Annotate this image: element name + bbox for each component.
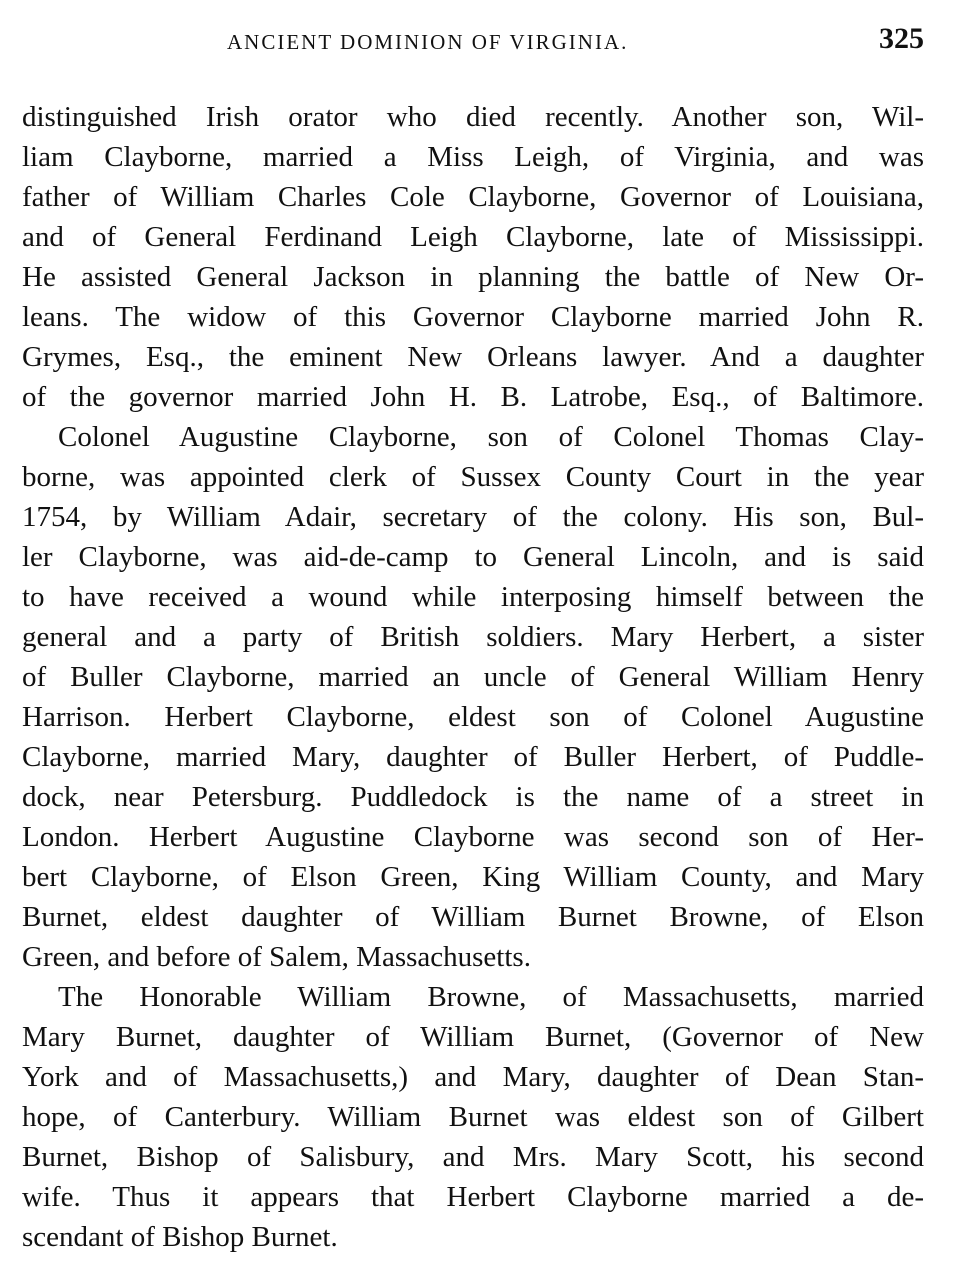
running-head (22, 22, 924, 62)
text-line: He assisted General Jackson in planning the battle of New Or- (22, 261, 924, 293)
paragraph (22, 417, 924, 977)
text-line: York and of Massachusetts,) and Mary, daughter of Dean Stan- (22, 1061, 924, 1093)
text-line: father of William Charles Cole Clayborne, Governor of Louisiana, (22, 181, 924, 213)
text-line: borne, was appointed clerk of Sussex County Court in the year (22, 461, 924, 493)
text-line: Harrison. Herbert Clayborne, eldest son of Colonel Augustine (22, 701, 924, 733)
text-line: 1754, by William Adair, secretary of the colony. His son, Bul- (22, 501, 924, 533)
text-line: distinguished Irish orator who died recently. Another son, Wil- (22, 101, 924, 133)
text-line: Burnet, Bishop of Salisbury, and Mrs. Mary Scott, his second (22, 1141, 924, 1173)
text-line: bert Clayborne, of Elson Green, King William County, and Mary (22, 861, 924, 893)
text-line: liam Clayborne, married a Miss Leigh, of Virginia, and was (22, 141, 924, 173)
text-line: dock, near Petersburg. Puddledock is the name of a street in (22, 781, 924, 813)
text-line: wife. Thus it appears that Herbert Clayborne married a de- (22, 1181, 924, 1213)
text-line: Colonel Augustine Clayborne, son of Colonel Thomas Clay- (58, 421, 924, 453)
text-line: Grymes, Esq., the eminent New Orleans lawyer. And a daughter (22, 341, 924, 373)
text-line: ler Clayborne, was aid-de-camp to General Lincoln, and is said (22, 541, 924, 573)
text-line: hope, of Canterbury. William Burnet was eldest son of Gilbert (22, 1101, 924, 1133)
paragraph (22, 977, 924, 1257)
page-number: 325 (879, 22, 924, 55)
running-title: ANCIENT DOMINION OF VIRGINIA. (227, 30, 629, 54)
body-text (22, 97, 924, 1257)
text-line: and of General Ferdinand Leigh Clayborne, late of Mississippi. (22, 221, 924, 253)
text-line: London. Herbert Augustine Clayborne was second son of Her- (22, 821, 924, 853)
paragraph (22, 97, 924, 417)
text-line: Green, and before of Salem, Massachusetts. (22, 941, 531, 973)
text-line: Clayborne, married Mary, daughter of Buller Herbert, of Puddle- (22, 741, 924, 773)
text-line: Burnet, eldest daughter of William Burnet Browne, of Elson (22, 901, 924, 933)
text-line: general and a party of British soldiers. Mary Herbert, a sister (22, 621, 924, 653)
text-line: to have received a wound while interposing himself between the (22, 581, 924, 613)
text-line: The Honorable William Browne, of Massachusetts, married (58, 981, 924, 1013)
text-line: Mary Burnet, daughter of William Burnet, (Governor of New (22, 1021, 924, 1053)
text-line: leans. The widow of this Governor Clayborne married John R. (22, 301, 924, 333)
text-line: of Buller Clayborne, married an uncle of General William Henry (22, 661, 924, 693)
text-line: of the governor married John H. B. Latrobe, Esq., of Baltimore. (22, 381, 924, 413)
text-line: scendant of Bishop Burnet. (22, 1221, 338, 1253)
